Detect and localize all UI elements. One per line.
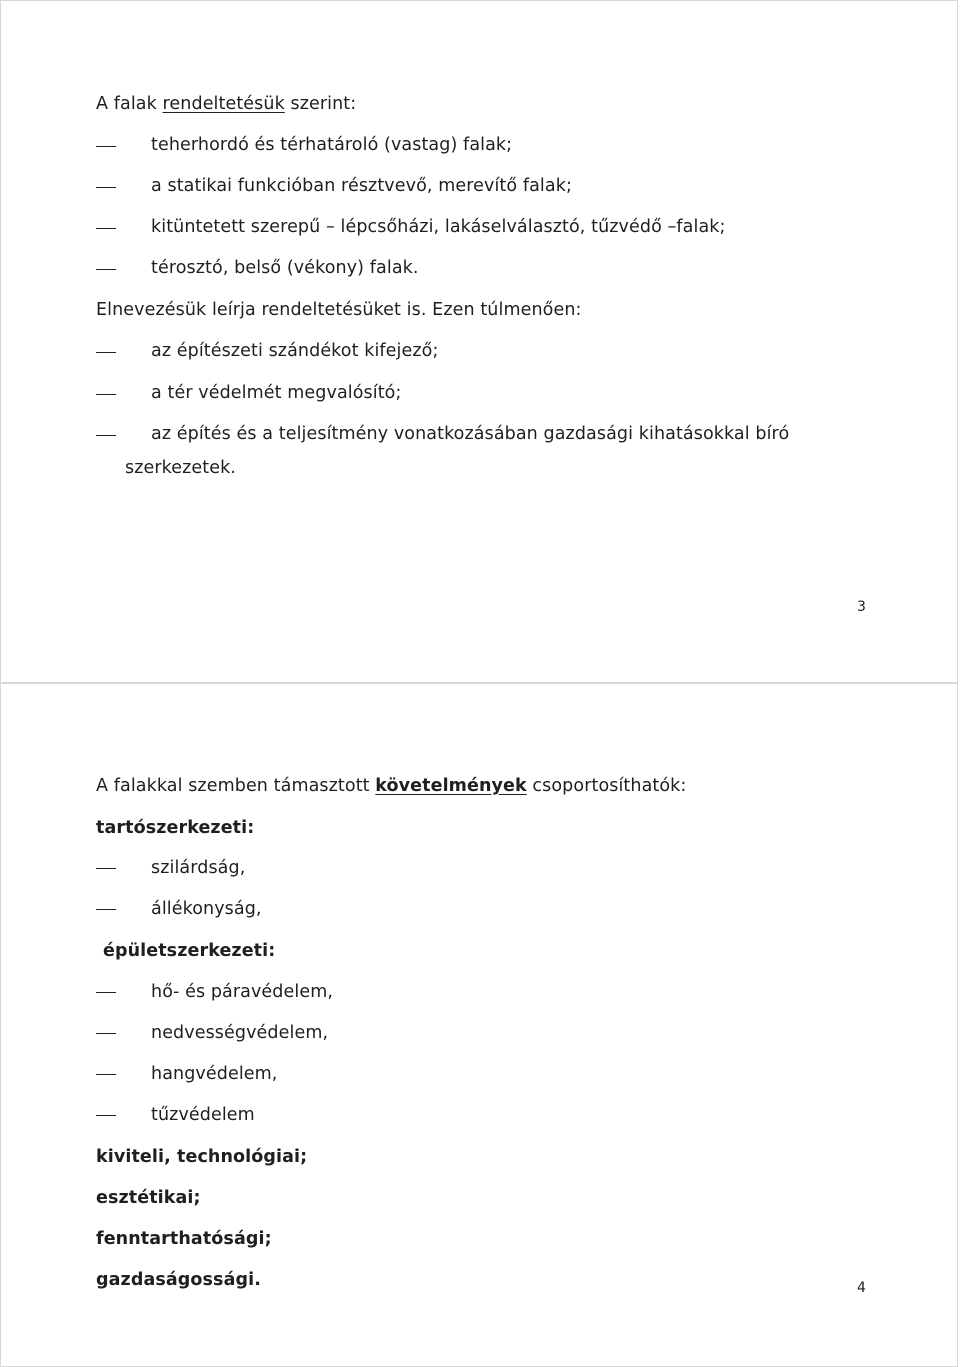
dash-bullet bbox=[96, 1074, 116, 1075]
dash-bullet bbox=[96, 435, 116, 436]
dash-bullet bbox=[96, 868, 116, 869]
list-item: kitüntetett szerepű – lépcsőházi, lakáselválasztó, tűzvédő –falak; bbox=[151, 217, 726, 237]
list-item: szilárdság, bbox=[151, 858, 246, 878]
list-item: az építés és a teljesítmény vonatkozásában gazdasági kihatásokkal bíró bbox=[151, 424, 790, 444]
paragraph: Elnevezésük leírja rendeltetésüket is. Ezen túlmenően: bbox=[96, 300, 582, 320]
page-number: 4 bbox=[857, 1280, 866, 1296]
intro-text-pre: A falakkal szemben támasztott bbox=[96, 776, 376, 796]
category-heading: kiviteli, technológiai; bbox=[96, 1147, 308, 1167]
intro-text-post: szerint: bbox=[284, 94, 357, 114]
dash-bullet bbox=[96, 146, 116, 147]
category-heading: esztétikai; bbox=[96, 1188, 201, 1208]
category-heading: tartószerkezeti: bbox=[96, 818, 255, 838]
category-heading: gazdaságossági. bbox=[96, 1270, 261, 1290]
document-page-4 bbox=[0, 683, 958, 1367]
intro-text-pre: A falak bbox=[96, 94, 163, 114]
list-item: az építészeti szándékot kifejező; bbox=[151, 341, 439, 361]
dash-bullet bbox=[96, 228, 116, 229]
document-page-3 bbox=[0, 0, 958, 683]
list-item: állékonyság, bbox=[151, 899, 262, 919]
list-item: tűzvédelem bbox=[151, 1105, 255, 1125]
list-item: a statikai funkcióban résztvevő, merevítő falak; bbox=[151, 176, 572, 196]
dash-bullet bbox=[96, 187, 116, 188]
list-item-continuation: szerkezetek. bbox=[125, 458, 237, 478]
dash-bullet bbox=[96, 1115, 116, 1116]
list-item: nedvességvédelem, bbox=[151, 1023, 329, 1043]
list-item: teherhordó és térhatároló (vastag) falak; bbox=[151, 135, 513, 155]
page-number: 3 bbox=[857, 599, 866, 615]
list-item: térosztó, belső (vékony) falak. bbox=[151, 258, 419, 278]
category-heading: épületszerkezeti: bbox=[103, 941, 276, 961]
category-heading: fenntarthatósági; bbox=[96, 1229, 272, 1249]
intro-text-post: csoportosíthatók: bbox=[526, 776, 687, 796]
intro-line bbox=[96, 775, 686, 797]
dash-bullet bbox=[96, 394, 116, 395]
dash-bullet bbox=[96, 909, 116, 910]
intro-line bbox=[96, 93, 356, 115]
list-item: a tér védelmét megvalósító; bbox=[151, 383, 402, 403]
intro-underlined-term: rendeltetésük bbox=[162, 94, 285, 114]
dash-bullet bbox=[96, 992, 116, 993]
list-item: hangvédelem, bbox=[151, 1064, 278, 1084]
dash-bullet bbox=[96, 352, 116, 353]
list-item: hő- és páravédelem, bbox=[151, 982, 334, 1002]
intro-bold-term: követelmények bbox=[375, 776, 527, 796]
dash-bullet bbox=[96, 269, 116, 270]
dash-bullet bbox=[96, 1033, 116, 1034]
